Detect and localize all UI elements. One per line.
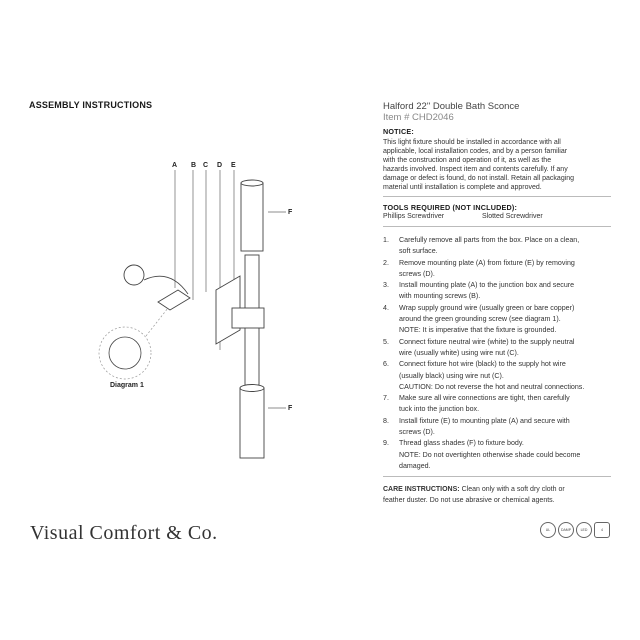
assembly-diagram	[80, 150, 310, 490]
step-line: NOTE: Do not overtighten otherwise shade could become	[399, 450, 581, 459]
product-title: Halford 22" Double Bath Sconce	[383, 101, 520, 112]
divider	[383, 196, 611, 197]
step-number: 4.	[383, 303, 389, 312]
detail-pointer	[146, 308, 168, 336]
step-line: screws (D).	[399, 269, 435, 278]
led-cert-icon: LED	[576, 522, 592, 538]
step-number: 1.	[383, 236, 389, 244]
step-line: tuck into the junction box.	[399, 405, 480, 414]
step-line: Make sure all wire connections are tight, then carefully	[399, 394, 570, 403]
diagram-label-f-top: F	[288, 209, 293, 216]
step-line: wire (usually white) using wire nut (C).	[399, 348, 519, 357]
diagram-label-a: A	[172, 162, 178, 169]
step-item	[383, 438, 613, 472]
step-text	[399, 416, 613, 439]
step-line: Connect fixture neutral wire (white) to the supply neutral	[399, 337, 575, 346]
upper-glass-shade	[241, 183, 263, 251]
step-number: 8.	[383, 416, 389, 425]
step-number: 2.	[383, 258, 389, 267]
notice-line: hazards involved. Inspect item and contents carefully. If any	[383, 166, 568, 174]
damp-cert-icon: DAMP	[558, 522, 574, 538]
notice-title: NOTICE:	[383, 127, 414, 136]
step-text	[399, 438, 613, 472]
care-text: Clean only with a soft dry cloth or	[461, 486, 565, 493]
divider	[383, 476, 611, 477]
step-text	[399, 359, 613, 393]
step-text	[399, 303, 613, 337]
steps-list	[383, 235, 613, 472]
lower-glass-shade	[240, 388, 264, 458]
detail-circle	[99, 327, 151, 379]
step-number: 9.	[383, 439, 389, 448]
step-number: 6.	[383, 360, 389, 369]
detail-plate	[109, 337, 141, 369]
step-line: damaged.	[399, 461, 431, 470]
bulb-count-icon: 4	[594, 522, 610, 538]
step-number: 5.	[383, 337, 389, 346]
step-text	[399, 258, 613, 281]
step-item	[383, 235, 613, 258]
step-line: screws (D).	[399, 428, 435, 437]
step-item	[383, 416, 613, 439]
step-line: with mounting screws (B).	[399, 292, 481, 301]
step-item	[383, 337, 613, 360]
tool-item: Slotted Screwdriver	[482, 213, 543, 220]
step-item	[383, 303, 613, 337]
tool-item: Phillips Screwdriver	[383, 213, 445, 220]
step-text	[399, 235, 613, 258]
step-line: CAUTION: Do not reverse the hot and neutral connections.	[399, 382, 585, 391]
notice-line: material until installation is complete and approved.	[383, 184, 542, 192]
care-instructions	[383, 484, 611, 506]
step-line: around the green grounding screw (see diagram 1).	[399, 315, 561, 324]
step-text	[399, 280, 613, 303]
step-line: Remove mounting plate (A) from fixture (E) by removing	[399, 258, 575, 267]
ul-cert-icon: UL	[540, 522, 556, 538]
care-text: feather duster. Do not use abrasive or chemical agents.	[383, 497, 555, 504]
diagram-label-b: B	[191, 162, 197, 169]
divider	[383, 226, 611, 227]
step-line: NOTE: It is imperative that the fixture is grounded.	[399, 326, 557, 335]
notice-line: This light fixture should be installed in accordance with all	[383, 139, 561, 146]
diagram-label-e: E	[231, 162, 236, 169]
step-number: 7.	[383, 394, 389, 403]
notice-line: with the construction and operation of it, as well as the	[383, 157, 552, 165]
notice-text	[383, 138, 611, 193]
step-line: Install mounting plate (A) to the junction box and secure	[399, 281, 575, 290]
care-title: CARE INSTRUCTIONS:	[383, 486, 460, 493]
diagram-caption: Diagram 1	[110, 382, 144, 389]
diagram-label-d: D	[217, 162, 223, 169]
notice-line: damage or defect is found, do not install. Retain all packaging	[383, 175, 575, 183]
step-line: Carefully remove all parts from the box. Place on a clean,	[399, 236, 580, 244]
step-item	[383, 258, 613, 281]
step-line: Install fixture (E) to mounting plate (A) and secure with	[399, 416, 570, 425]
step-line: Wrap supply ground wire (usually green or bare copper)	[399, 303, 575, 312]
step-text	[399, 337, 613, 360]
notice-line: applicable, local installation codes, and by a person familiar	[383, 148, 568, 156]
tools-title: TOOLS REQUIRED (NOT INCLUDED):	[383, 203, 518, 212]
assembly-heading: ASSEMBLY INSTRUCTIONS	[29, 100, 153, 110]
diagram-label-f-bottom: F	[288, 405, 293, 412]
supply-wire	[144, 276, 188, 294]
step-line: (usually black) using wire nut (C).	[399, 371, 504, 380]
lower-shade-rim	[240, 385, 264, 392]
junction-box	[124, 265, 144, 285]
upper-shade-rim	[241, 180, 263, 186]
step-line: Thread glass shades (F) to fixture body.	[399, 439, 524, 448]
mounting-plate	[158, 290, 190, 310]
diagram-label-c: C	[203, 162, 209, 169]
step-text	[399, 393, 613, 416]
step-number: 3.	[383, 281, 389, 290]
brand-logo: Visual Comfort & Co.	[30, 522, 218, 544]
step-line: Connect fixture hot wire (black) to the supply hot wire	[399, 360, 566, 369]
step-item	[383, 359, 613, 393]
step-item	[383, 280, 613, 303]
item-number: Item # CHD2046	[383, 112, 454, 123]
step-item	[383, 393, 613, 416]
step-line: soft surface.	[399, 247, 438, 256]
center-collar	[232, 308, 264, 328]
